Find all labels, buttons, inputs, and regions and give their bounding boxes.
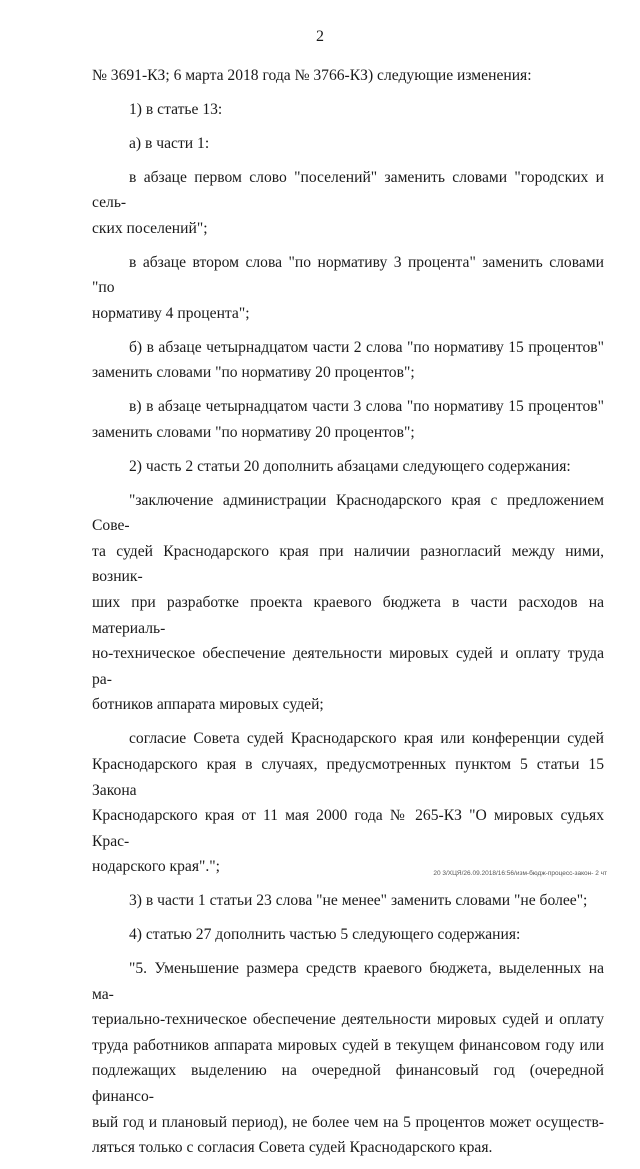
paragraph bbox=[92, 165, 604, 242]
text-line: ских поселений"; bbox=[92, 219, 208, 237]
text-line: № 3691-КЗ; 6 марта 2018 года № 3766-КЗ) следующие изменения: bbox=[92, 67, 532, 84]
text-line: нормативу 4 процента"; bbox=[92, 304, 250, 322]
text-line: ляться только с согласия Совета судей Краснодарского края. bbox=[92, 1139, 493, 1157]
paragraph bbox=[92, 97, 604, 123]
paragraph bbox=[92, 726, 604, 880]
text-line: труда работников аппарата мировых судей в текущем финансовом году или bbox=[92, 1036, 604, 1054]
text-line: нодарского края"."; bbox=[92, 858, 220, 876]
text-line: согласие Совета судей Краснодарского края или конференции судей bbox=[129, 730, 604, 748]
paragraph bbox=[92, 250, 604, 327]
text-line: 3) в части 1 статьи 23 слова "не менее" заменить словами "не более"; bbox=[129, 892, 588, 910]
text-line: 1) в статье 13: bbox=[129, 100, 223, 118]
text-line: подлежащих выделению на очередной финансовый год (очередной финансо- bbox=[92, 1062, 604, 1105]
document-footer-code: 20 3/ХЦЯ/26.09.2018/16:56/изм-бюдж-процесс-закон- 2 чт bbox=[433, 870, 607, 877]
paragraph bbox=[92, 488, 604, 718]
text-line: "5. Уменьшение размера средств краевого бюджета, выделенных на ма- bbox=[92, 959, 604, 1003]
paragraph bbox=[92, 394, 604, 445]
document-body bbox=[92, 63, 604, 1169]
paragraph bbox=[92, 956, 604, 1161]
text-line: в) в абзаце четырнадцатом части 3 слова "по нормативу 15 процентов" bbox=[129, 398, 604, 416]
text-line: б) в абзаце четырнадцатом части 2 слова "по нормативу 15 процентов" bbox=[129, 338, 604, 356]
text-line: в абзаце втором слова "по нормативу 3 процента" заменить словами "по bbox=[92, 253, 604, 297]
text-line: заменить словами "по нормативу 20 процентов"; bbox=[92, 364, 415, 382]
paragraph bbox=[92, 63, 604, 89]
paragraph bbox=[92, 888, 604, 914]
text-line: "заключение администрации Краснодарского края с предложением Сове- bbox=[92, 491, 604, 535]
page-number: 2 bbox=[316, 28, 324, 45]
text-line: вый год и плановый период), не более чем на 5 процентов может осуществ- bbox=[92, 1113, 604, 1131]
text-line: заменить словами "по нормативу 20 процентов"; bbox=[92, 423, 415, 441]
paragraph bbox=[92, 131, 604, 157]
text-line: териально-техническое обеспечение деятельности мировых судей и оплату bbox=[92, 1011, 604, 1029]
text-line: Краснодарского края в случаях, предусмотренных пунктом 5 статьи 15 Закона bbox=[92, 755, 604, 799]
paragraph bbox=[92, 335, 604, 386]
text-line: 4) статью 27 дополнить частью 5 следующего содержания: bbox=[129, 926, 521, 944]
text-line: но-техническое обеспечение деятельности мировых судей и оплату труда ра- bbox=[92, 645, 604, 688]
paragraph bbox=[92, 922, 604, 948]
paragraph bbox=[92, 454, 604, 480]
text-line: а) в части 1: bbox=[129, 134, 210, 152]
text-line: ботников аппарата мировых судей; bbox=[92, 696, 324, 714]
text-line: 2) часть 2 статьи 20 дополнить абзацами следующего содержания: bbox=[129, 457, 571, 475]
text-line: Краснодарского края от 11 мая 2000 года № 265-КЗ "О мировых судьях Крас- bbox=[92, 807, 604, 850]
text-line: та судей Краснодарского края при наличии разногласий между ними, возник- bbox=[92, 542, 604, 586]
text-line: в абзаце первом слово "поселений" заменить словами "городских и сель- bbox=[92, 168, 604, 212]
text-line: ших при разработке проекта краевого бюджета в части расходов на материаль- bbox=[92, 594, 604, 637]
